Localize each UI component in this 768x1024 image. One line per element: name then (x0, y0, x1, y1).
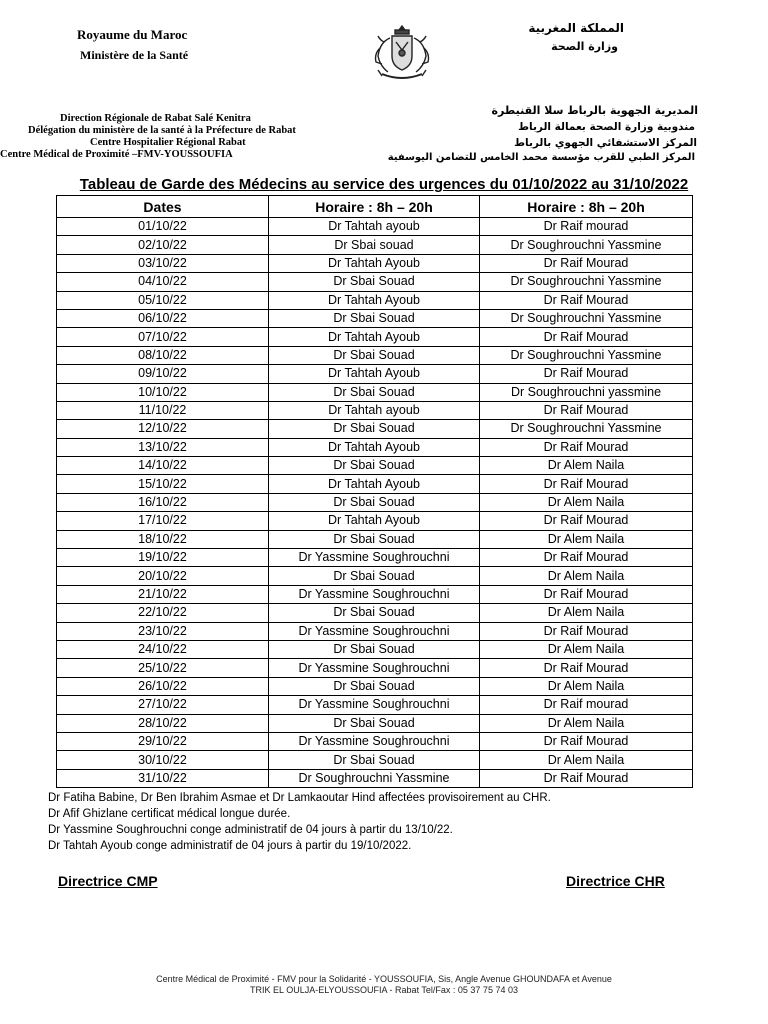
cell-shift-2: Dr Alem Naila (480, 530, 693, 548)
table-row (57, 291, 693, 309)
cell-shift-1: Dr Tahtah Ayoub (269, 254, 480, 272)
table-row (57, 751, 693, 769)
table-row (57, 714, 693, 732)
cell-date: 28/10/22 (57, 714, 269, 732)
cell-shift-2: Dr Soughrouchni yassmine (480, 383, 693, 401)
cell-shift-1: Dr Sbai Souad (269, 751, 480, 769)
cell-date: 31/10/22 (57, 769, 269, 787)
cell-date: 08/10/22 (57, 346, 269, 364)
cell-shift-2: Dr Alem Naila (480, 677, 693, 695)
table-row (57, 236, 693, 254)
table-row (57, 659, 693, 677)
table-row (57, 696, 693, 714)
cell-shift-1: Dr Soughrouchni Yassmine (269, 769, 480, 787)
cell-shift-1: Dr Yassmine Soughrouchni (269, 696, 480, 714)
table-row (57, 218, 693, 236)
cell-date: 01/10/22 (57, 218, 269, 236)
cell-shift-2: Dr Alem Naila (480, 640, 693, 658)
header-shift-2: Horaire : 8h – 20h (480, 196, 693, 218)
table-row (57, 457, 693, 475)
cell-date: 29/10/22 (57, 732, 269, 750)
cell-date: 06/10/22 (57, 309, 269, 327)
cell-date: 03/10/22 (57, 254, 269, 272)
cell-shift-2: Dr Raif mourad (480, 696, 693, 714)
hospital-center-label-ar: المركز الاستشفائي الجهوي بالرباط (514, 137, 697, 149)
table-row (57, 401, 693, 419)
cell-shift-1: Dr Sbai Souad (269, 567, 480, 585)
cell-shift-2: Dr Raif mourad (480, 218, 693, 236)
table-row (57, 622, 693, 640)
cell-date: 16/10/22 (57, 493, 269, 511)
delegation-label: Délégation du ministère de la santé à la Préfecture de Rabat (28, 125, 296, 136)
table-row (57, 732, 693, 750)
cell-shift-2: Dr Raif Mourad (480, 659, 693, 677)
cell-date: 15/10/22 (57, 475, 269, 493)
cell-date: 23/10/22 (57, 622, 269, 640)
cell-date: 24/10/22 (57, 640, 269, 658)
cell-shift-2: Dr Alem Naila (480, 493, 693, 511)
cell-shift-1: Dr Tahtah ayoub (269, 401, 480, 419)
cell-shift-2: Dr Raif Mourad (480, 291, 693, 309)
cell-shift-1: Dr Tahtah Ayoub (269, 512, 480, 530)
cell-date: 13/10/22 (57, 438, 269, 456)
cell-shift-2: Dr Alem Naila (480, 751, 693, 769)
cell-shift-1: Dr Sbai Souad (269, 677, 480, 695)
cell-shift-1: Dr Sbai Souad (269, 604, 480, 622)
cell-date: 05/10/22 (57, 291, 269, 309)
cell-date: 25/10/22 (57, 659, 269, 677)
table-row (57, 677, 693, 695)
table-row (57, 328, 693, 346)
moroccan-coat-of-arms-icon (368, 22, 436, 84)
cell-shift-1: Dr Sbai Souad (269, 530, 480, 548)
cell-shift-2: Dr Raif Mourad (480, 475, 693, 493)
cell-shift-2: Dr Alem Naila (480, 604, 693, 622)
regional-direction-label: Direction Régionale de Rabat Salé Kenitra (60, 113, 251, 124)
cell-shift-2: Dr Soughrouchni Yassmine (480, 346, 693, 364)
table-row (57, 512, 693, 530)
cell-shift-2: Dr Raif Mourad (480, 254, 693, 272)
cell-date: 20/10/22 (57, 567, 269, 585)
cell-shift-1: Dr Tahtah Ayoub (269, 438, 480, 456)
cell-shift-1: Dr Yassmine Soughrouchni (269, 659, 480, 677)
cell-shift-1: Dr Tahtah ayoub (269, 218, 480, 236)
medical-center-label: Centre Médical de Proximité –FMV-YOUSSOUFIA (0, 149, 233, 160)
cell-shift-1: Dr Tahtah Ayoub (269, 365, 480, 383)
cell-date: 10/10/22 (57, 383, 269, 401)
medical-center-label-ar: المركز الطبي للقرب مؤسسة محمد الخامس للتضامن اليوسفية (387, 152, 695, 163)
cell-shift-2: Dr Raif Mourad (480, 365, 693, 383)
signature-left-label: Directrice CMP (58, 873, 158, 889)
cell-date: 30/10/22 (57, 751, 269, 769)
ministry-label-ar: وزارة الصحة (551, 40, 618, 53)
cell-shift-1: Dr Sbai Souad (269, 714, 480, 732)
kingdom-label-ar: المملكة المغربية (528, 21, 624, 35)
cell-shift-2: Dr Raif Mourad (480, 769, 693, 787)
cell-date: 12/10/22 (57, 420, 269, 438)
regional-direction-label-ar: المديرية الجهوية بالرباط سلا القنيطرة (491, 104, 698, 117)
table-row (57, 604, 693, 622)
cell-shift-1: Dr Sbai Souad (269, 309, 480, 327)
cell-shift-2: Dr Alem Naila (480, 714, 693, 732)
cell-shift-1: Dr Sbai Souad (269, 383, 480, 401)
duty-roster-table (56, 195, 693, 788)
table-row (57, 530, 693, 548)
table-row (57, 549, 693, 567)
cell-shift-1: Dr Tahtah Ayoub (269, 475, 480, 493)
table-row (57, 346, 693, 364)
cell-date: 22/10/22 (57, 604, 269, 622)
table-row (57, 640, 693, 658)
note-line: Dr Afif Ghizlane certificat médical longue durée. (48, 808, 291, 820)
signature-right-label: Directrice CHR (566, 873, 665, 889)
cell-shift-1: Dr Sbai souad (269, 236, 480, 254)
cell-date: 04/10/22 (57, 273, 269, 291)
cell-shift-1: Dr Yassmine Soughrouchni (269, 549, 480, 567)
table-header-row (57, 196, 693, 218)
cell-shift-2: Dr Raif Mourad (480, 585, 693, 603)
cell-shift-2: Dr Soughrouchni Yassmine (480, 309, 693, 327)
cell-shift-1: Dr Sbai Souad (269, 457, 480, 475)
table-row (57, 438, 693, 456)
cell-shift-1: Dr Sbai Souad (269, 273, 480, 291)
cell-shift-2: Dr Raif Mourad (480, 622, 693, 640)
note-line: Dr Tahtah Ayoub conge administratif de 04 jours à partir du 19/10/2022. (48, 840, 412, 852)
table-row (57, 585, 693, 603)
hospital-center-label: Centre Hospitalier Régional Rabat (90, 137, 246, 148)
cell-date: 02/10/22 (57, 236, 269, 254)
cell-shift-1: Dr Yassmine Soughrouchni (269, 585, 480, 603)
ministry-label: Ministère de la Santé (80, 48, 189, 62)
note-line: Dr Fatiha Babine, Dr Ben Ibrahim Asmae et Dr Lamkaoutar Hind affectées provisoirement au CHR. (48, 792, 551, 804)
document-title: Tableau de Garde des Médecins au service des urgences du 01/10/2022 au 31/10/2022 (79, 176, 689, 193)
cell-shift-2: Dr Raif Mourad (480, 549, 693, 567)
cell-shift-1: Dr Yassmine Soughrouchni (269, 732, 480, 750)
table-row (57, 567, 693, 585)
note-line: Dr Yassmine Soughrouchni conge administratif de 04 jours à partir du 13/10/22. (48, 824, 453, 836)
cell-date: 21/10/22 (57, 585, 269, 603)
cell-date: 17/10/22 (57, 512, 269, 530)
notes-block (48, 790, 551, 854)
table-row (57, 365, 693, 383)
table-row (57, 273, 693, 291)
cell-date: 09/10/22 (57, 365, 269, 383)
cell-date: 26/10/22 (57, 677, 269, 695)
cell-date: 19/10/22 (57, 549, 269, 567)
delegation-label-ar: مندوبية وزارة الصحة بعمالة الرباط (518, 121, 695, 133)
cell-shift-2: Dr Soughrouchni Yassmine (480, 273, 693, 291)
footer-address (0, 974, 768, 996)
cell-shift-1: Dr Sbai Souad (269, 420, 480, 438)
cell-shift-1: Dr Yassmine Soughrouchni (269, 622, 480, 640)
table-row (57, 475, 693, 493)
cell-shift-1: Dr Sbai Souad (269, 346, 480, 364)
table-row (57, 493, 693, 511)
cell-date: 14/10/22 (57, 457, 269, 475)
footer-line: TRIK EL OULJA-ELYOUSSOUFIA - Rabat Tel/Fax : 05 37 75 74 03 (250, 985, 518, 995)
cell-shift-2: Dr Raif Mourad (480, 401, 693, 419)
cell-shift-2: Dr Raif Mourad (480, 732, 693, 750)
cell-shift-1: Dr Sbai Souad (269, 640, 480, 658)
table-row (57, 383, 693, 401)
header-shift-1: Horaire : 8h – 20h (269, 196, 480, 218)
table-row (57, 420, 693, 438)
cell-shift-1: Dr Sbai Souad (269, 493, 480, 511)
cell-date: 18/10/22 (57, 530, 269, 548)
table-row (57, 254, 693, 272)
cell-shift-2: Dr Raif Mourad (480, 438, 693, 456)
cell-shift-2: Dr Soughrouchni Yassmine (480, 236, 693, 254)
header-dates: Dates (57, 196, 269, 218)
cell-shift-1: Dr Tahtah Ayoub (269, 328, 480, 346)
table-row (57, 769, 693, 787)
cell-date: 27/10/22 (57, 696, 269, 714)
cell-date: 07/10/22 (57, 328, 269, 346)
cell-shift-1: Dr Tahtah Ayoub (269, 291, 480, 309)
cell-shift-2: Dr Soughrouchni Yassmine (480, 420, 693, 438)
cell-shift-2: Dr Raif Mourad (480, 512, 693, 530)
kingdom-label: Royaume du Maroc (77, 27, 188, 42)
table-row (57, 309, 693, 327)
cell-shift-2: Dr Raif Mourad (480, 328, 693, 346)
cell-date: 11/10/22 (57, 401, 269, 419)
cell-shift-2: Dr Alem Naila (480, 457, 693, 475)
cell-shift-2: Dr Alem Naila (480, 567, 693, 585)
footer-line: Centre Médical de Proximité - FMV pour la Solidarité - YOUSSOUFIA, Sis, Angle Avenue GHOUNDAFA et Avenue (156, 974, 612, 984)
